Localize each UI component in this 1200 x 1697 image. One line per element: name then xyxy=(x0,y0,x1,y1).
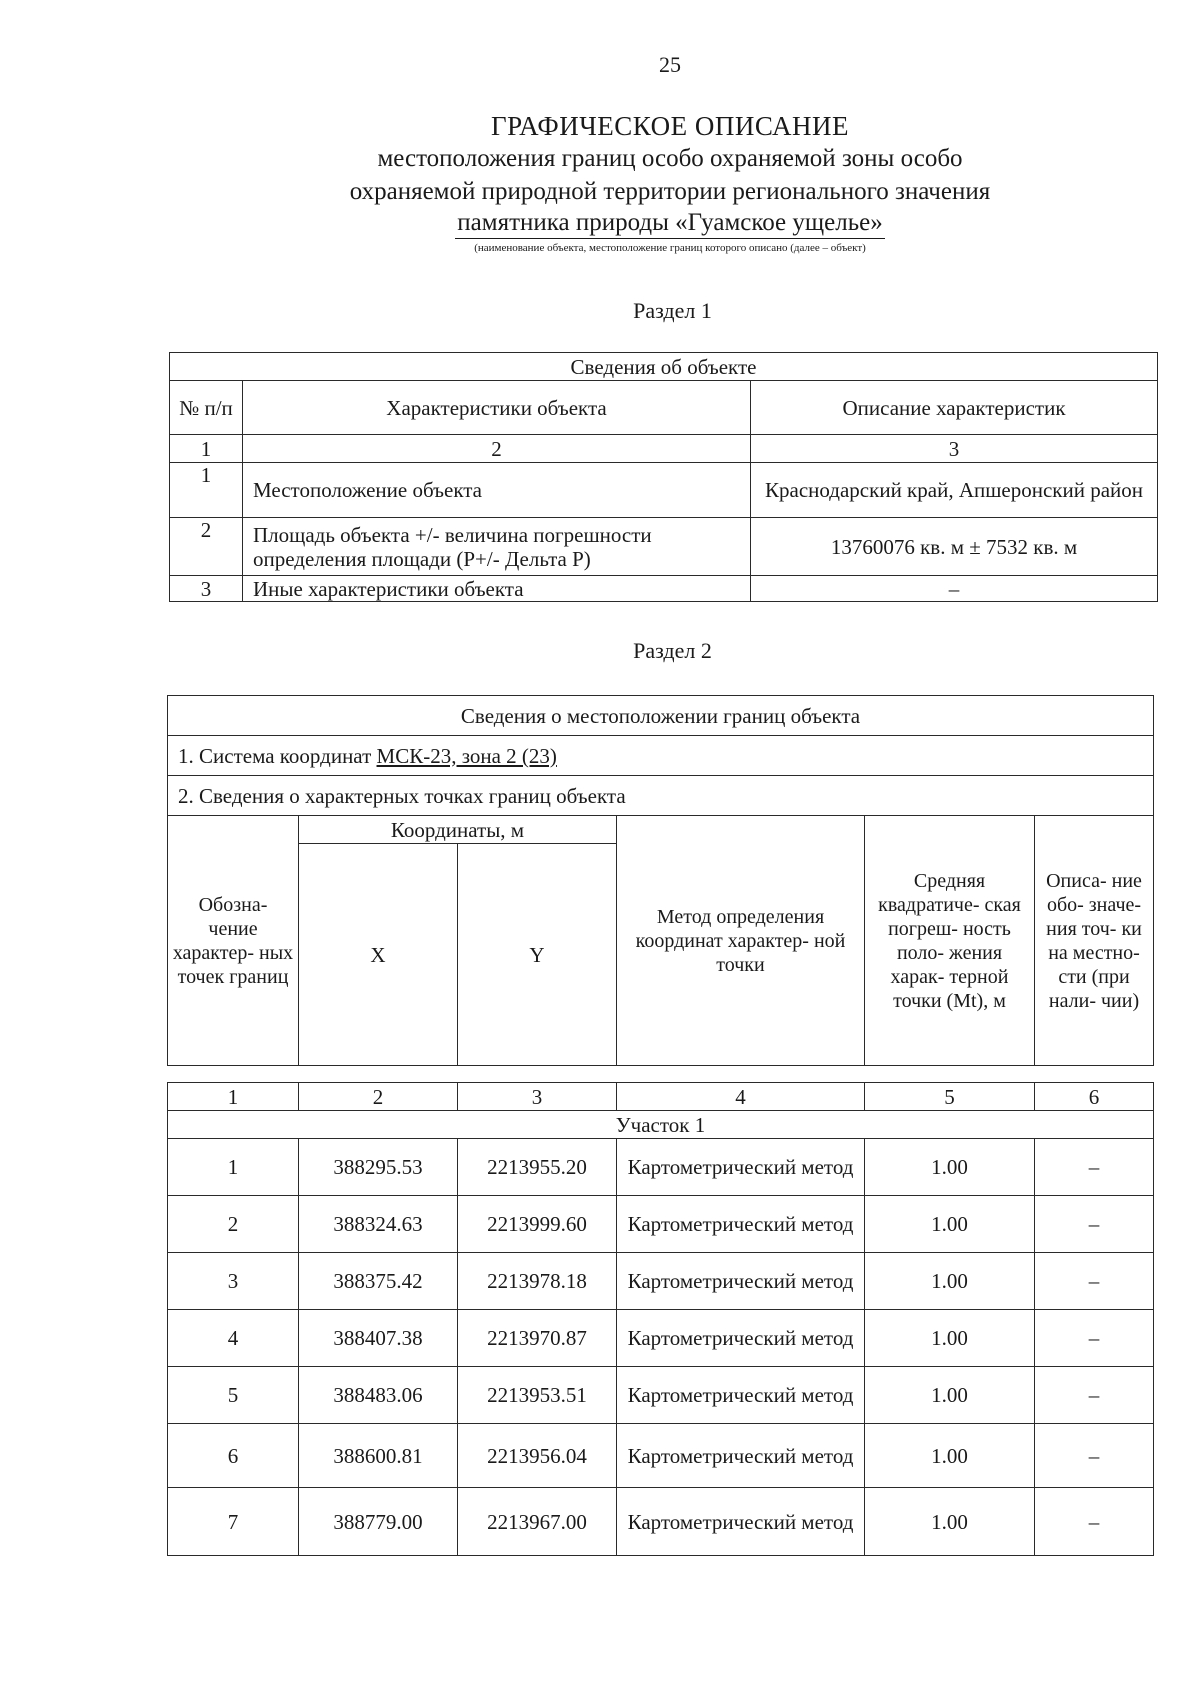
header-characteristics: Характеристики объекта xyxy=(243,381,751,435)
section-2-label: Раздел 2 xyxy=(633,638,712,663)
boundary-info-title: Сведения о местоположении границ объекта xyxy=(168,696,1154,736)
point-method: Картометрический метод xyxy=(617,1196,865,1253)
point-id: 1 xyxy=(168,1139,299,1196)
header-x: X xyxy=(299,844,458,1066)
point-description: – xyxy=(1035,1310,1154,1367)
point-method: Картометрический метод xyxy=(617,1367,865,1424)
point-accuracy: 1.00 xyxy=(865,1488,1035,1556)
row-characteristic: Местоположение объекта xyxy=(243,463,751,518)
row-characteristic: Иные характеристики объекта xyxy=(243,576,751,602)
title-block xyxy=(180,110,1160,255)
points-title: 2. Сведения о характерных точках границ объекта xyxy=(168,776,1154,816)
row-description: – xyxy=(751,576,1158,602)
header-coordinates: Координаты, м xyxy=(299,816,617,844)
point-method: Картометрический метод xyxy=(617,1253,865,1310)
point-id: 4 xyxy=(168,1310,299,1367)
subtitle-line-1: местоположения границ особо охраняемой зоны особо xyxy=(377,145,963,172)
point-x: 388779.00 xyxy=(299,1488,458,1556)
point-id: 5 xyxy=(168,1367,299,1424)
point-x: 388600.81 xyxy=(299,1424,458,1488)
point-y: 2213955.20 xyxy=(458,1139,617,1196)
point-id: 3 xyxy=(168,1253,299,1310)
point-method: Картометрический метод xyxy=(617,1488,865,1556)
header-designation: Обозна- чение характер- ных точек границ xyxy=(168,816,299,1066)
header-number: № п/п xyxy=(170,381,243,435)
point-x: 388324.63 xyxy=(299,1196,458,1253)
point-x: 388483.06 xyxy=(299,1367,458,1424)
point-accuracy: 1.00 xyxy=(865,1367,1035,1424)
point-description: – xyxy=(1035,1196,1154,1253)
object-info-title: Сведения об объекте xyxy=(170,353,1158,381)
object-info-table xyxy=(169,352,1158,602)
subtitle-line-2: охраняемой природной территории регионального значения xyxy=(349,178,991,205)
point-y: 2213956.04 xyxy=(458,1424,617,1488)
column-number: 5 xyxy=(865,1083,1035,1111)
table-row xyxy=(168,1367,1154,1424)
table-row xyxy=(168,1139,1154,1196)
point-accuracy: 1.00 xyxy=(865,1196,1035,1253)
column-number: 3 xyxy=(458,1083,617,1111)
column-number: 6 xyxy=(1035,1083,1154,1111)
point-id: 6 xyxy=(168,1424,299,1488)
point-y: 2213999.60 xyxy=(458,1196,617,1253)
row-description: Краснодарский край, Апшеронский район xyxy=(751,463,1158,518)
point-id: 7 xyxy=(168,1488,299,1556)
point-y: 2213978.18 xyxy=(458,1253,617,1310)
point-y: 2213953.51 xyxy=(458,1367,617,1424)
point-accuracy: 1.00 xyxy=(865,1139,1035,1196)
point-y: 2213967.00 xyxy=(458,1488,617,1556)
column-number: 3 xyxy=(751,435,1158,463)
document-title: ГРАФИЧЕСКОЕ ОПИСАНИЕ xyxy=(490,111,850,141)
point-accuracy: 1.00 xyxy=(865,1253,1035,1310)
row-number: 1 xyxy=(170,463,243,518)
point-accuracy: 1.00 xyxy=(865,1424,1035,1488)
coordinate-system-label: 1. Система координат xyxy=(178,743,377,768)
boundary-info-table xyxy=(167,695,1154,1066)
point-y: 2213970.87 xyxy=(458,1310,617,1367)
point-x: 388295.53 xyxy=(299,1139,458,1196)
point-x: 388407.38 xyxy=(299,1310,458,1367)
row-number: 3 xyxy=(170,576,243,602)
coordinate-system-value: МСК-23, зона 2 (23) xyxy=(376,743,557,768)
point-method: Картометрический метод xyxy=(617,1310,865,1367)
coordinate-system xyxy=(168,736,1154,776)
point-description: – xyxy=(1035,1424,1154,1488)
plot-label: Участок 1 xyxy=(168,1111,1154,1139)
point-x: 388375.42 xyxy=(299,1253,458,1310)
section-1-label: Раздел 1 xyxy=(633,298,712,323)
point-accuracy: 1.00 xyxy=(865,1310,1035,1367)
point-id: 2 xyxy=(168,1196,299,1253)
header-accuracy: Средняя квадратиче- ская погреш- ность поло- жения харак- терной точки (Mt), м xyxy=(865,816,1035,1066)
table-row xyxy=(170,518,1158,576)
point-method: Картометрический метод xyxy=(617,1424,865,1488)
column-number: 4 xyxy=(617,1083,865,1111)
table-row xyxy=(168,1196,1154,1253)
point-description: – xyxy=(1035,1139,1154,1196)
point-description: – xyxy=(1035,1253,1154,1310)
object-name: памятника природы «Гуамское ущелье» xyxy=(455,208,884,239)
page-number: 25 xyxy=(659,52,681,77)
row-description: 13760076 кв. м ± 7532 кв. м xyxy=(751,518,1158,576)
header-point-description: Описа- ние обо- значе- ния точ- ки на местно- сти (при нали- чии) xyxy=(1035,816,1154,1066)
points-table xyxy=(167,1082,1154,1556)
column-number: 2 xyxy=(243,435,751,463)
header-description: Описание характеристик xyxy=(751,381,1158,435)
table-row xyxy=(170,463,1158,518)
table-row xyxy=(170,576,1158,602)
point-description: – xyxy=(1035,1367,1154,1424)
header-method: Метод определения координат характер- ной точки xyxy=(617,816,865,1066)
row-characteristic: Площадь объекта +/- величина погрешности определения площади (Р+/- Дельта Р) xyxy=(243,518,751,576)
table-row xyxy=(168,1310,1154,1367)
row-number: 2 xyxy=(170,518,243,576)
point-description: – xyxy=(1035,1488,1154,1556)
table-row xyxy=(168,1253,1154,1310)
table-row xyxy=(168,1488,1154,1556)
point-method: Картометрический метод xyxy=(617,1139,865,1196)
table-row xyxy=(168,1424,1154,1488)
column-number: 1 xyxy=(168,1083,299,1111)
header-y: Y xyxy=(458,844,617,1066)
column-number: 1 xyxy=(170,435,243,463)
object-name-caption: (наименование объекта, местоположение границ которого описано (далее – объект) xyxy=(474,242,866,254)
column-number: 2 xyxy=(299,1083,458,1111)
